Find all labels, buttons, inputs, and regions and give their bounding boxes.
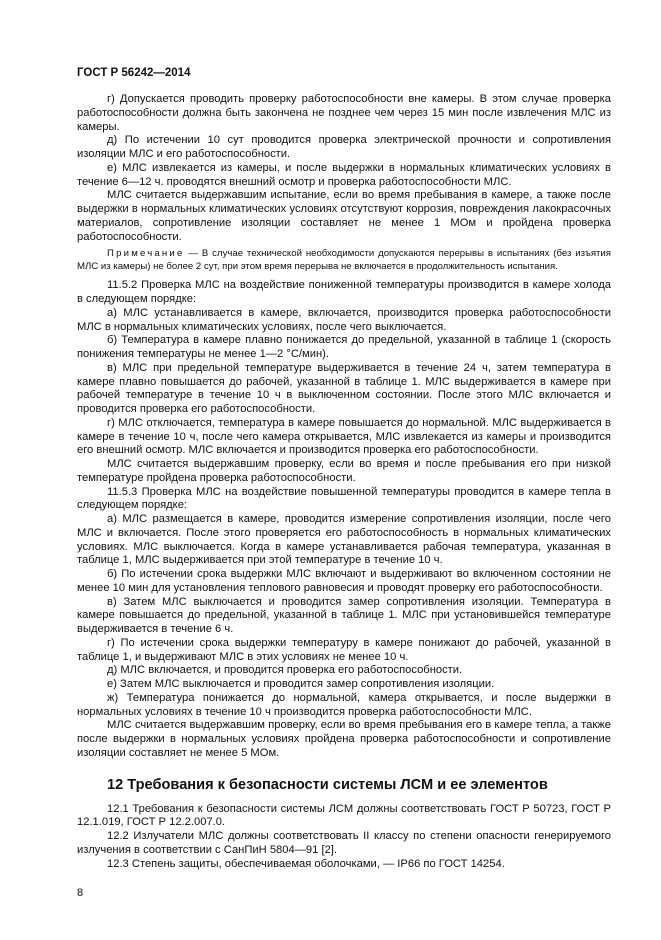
- paragraph: МЛС считается выдержавшим проверку, если во время пребывания его в камере тепла, а также после выдержки в нормальных условиях пройдена проверка работоспособности и сопротивление изоляции составляет не менее 5 МОм.: [77, 719, 611, 759]
- paragraph: а) МЛС устанавливается в камере, включается, производится проверка работоспособности МЛС в нормальных климатических условиях, после чего выключается.: [77, 306, 611, 333]
- section-heading: 12 Требования к безопасности системы ЛСМ и ее элементов: [107, 776, 548, 793]
- paragraph: д) По истечении 10 сут проводится проверка электрической прочности и сопротивления изоляции МЛС и его работоспособности.: [77, 134, 611, 160]
- paragraph-group-a: [77, 93, 611, 244]
- paragraph-group-c: [77, 803, 611, 872]
- paragraph: г) Допускается проводить проверку работоспособности вне камеры. В этом случае проверка работоспособности должна быть закончена не позднее чем через 15 мин после извлечения МЛС из камеры.: [77, 93, 611, 133]
- paragraph: б) Температура в камере плавно понижается до предельной, указанной в таблице 1 (скорость понижения температуры не менее 1—2 °С/мин).: [77, 334, 611, 360]
- paragraph: 12.1 Требования к безопасности системы ЛСМ должны соответствовать ГОСТ Р 50723, ГОСТ Р 12.1.019, ГОСТ Р 12.2.007.0.: [77, 802, 611, 829]
- paragraph: б) По истечении срока выдержки МЛС включают и выдерживают во включенном состоянии не менее 10 мин для установления теплового равновесия и проводят проверку его работоспособности.: [77, 568, 611, 594]
- paragraph: МЛС считается выдержавшим испытание, если во время пребывания в камере, а также после выдержки в нормальных климатических условиях отсутствуют коррозия, повреждения лакокрасочных материалов, сопротивление изоляции составляет не менее 1 МОм и пройдена проверка работоспособности.: [77, 189, 611, 243]
- paragraph: 12.2 Излучатели МЛС должны соответствовать II классу по степени опасности генерируемого излучения в соответствии с СанПиН 5804—91 [2].: [77, 830, 611, 856]
- paragraph: в) Затем МЛС выключается и проводится замер сопротивления изоляции. Температура в камере повышается до предельной, указанной в таблице 1. МЛС при установившейся температуре выдерживается в течение 6 ч.: [77, 595, 611, 635]
- paragraph: ж) Температура понижается до нормальной, камера открывается, и после выдержки в нормальных условиях в течение 10 ч производится проверка работоспособности МЛС.: [77, 691, 611, 718]
- document-header: ГОСТ Р 56242—2014: [77, 67, 191, 79]
- paragraph-group-b: [77, 279, 611, 760]
- page-number: 8: [77, 887, 84, 900]
- paragraph: г) По истечении срока выдержки температуру в камере понижают до рабочей, указанной в таблице 1, и выдерживают МЛС в этих условиях не менее 10 ч.: [77, 636, 611, 663]
- paragraph: г) МЛС отключается, температура в камере повышается до нормальной. МЛС выдерживается в камере в течение 10 ч, после чего камера открывается, МЛС извлекается из камеры и производится его внешний осмотр. МЛС включается и производится проверка его работоспособности.: [77, 416, 611, 457]
- paragraph: а) МЛС размещается в камере, проводится измерение сопротивления изоляции, после чего МЛС и включается. После этого проверяется его работоспособность в нормальных климатических условиях. МЛС выключается. Когда в камере устанавливается рабочая температура, указанная в таблице 1, МЛС выдерживается при этой температуре в течение 10 ч.: [77, 513, 611, 567]
- note-text: — В случае технической необходимости допускаются перерывы в испытаниях (без изъятия МЛС из камеры) не более 2 сут, при этом время перерыва не включается в продолжительность испытания.: [77, 248, 611, 272]
- paragraph: в) МЛС при предельной температуре выдерживается в течение 24 ч, затем температура в камере плавно повышается до рабочей, указанной в таблице 1. МЛС выдерживается в камере при рабочей температуре в течение 10 ч в выключенном состоянии. После этого МЛС включается и проводится проверка его работоспособности.: [77, 361, 611, 415]
- paragraph: 12.3 Степень защиты, обеспечиваемая оболочками, — IP66 по ГОСТ 14254.: [107, 857, 505, 870]
- document-body: [77, 93, 611, 871]
- paragraph: 11.5.2 Проверка МЛС на воздействие пониженной температуры производится в камере холода в следующем порядке:: [77, 279, 611, 305]
- note: [77, 248, 611, 273]
- paragraph: д) МЛС включается, и проводится проверка его работоспособности.: [107, 664, 463, 677]
- paragraph: МЛС считается выдержавшим проверку, если во время и после пребывания его при низкой температуре пройдена проверка работоспособности.: [77, 458, 611, 484]
- paragraph: е) МЛС извлекается из камеры, и после выдержки в нормальных климатических условиях в течение 6—12 ч. проводятся внешний осмотр и проверка работоспособности МЛС.: [77, 161, 611, 188]
- paragraph: 11.5.3 Проверка МЛС на воздействие повышенной температуры проводится в камере тепла в следующем порядке:: [77, 485, 611, 512]
- paragraph: е) Затем МЛС выключается и проводится замер сопротивления изоляции.: [107, 678, 495, 690]
- note-label: Примечание: [107, 248, 185, 260]
